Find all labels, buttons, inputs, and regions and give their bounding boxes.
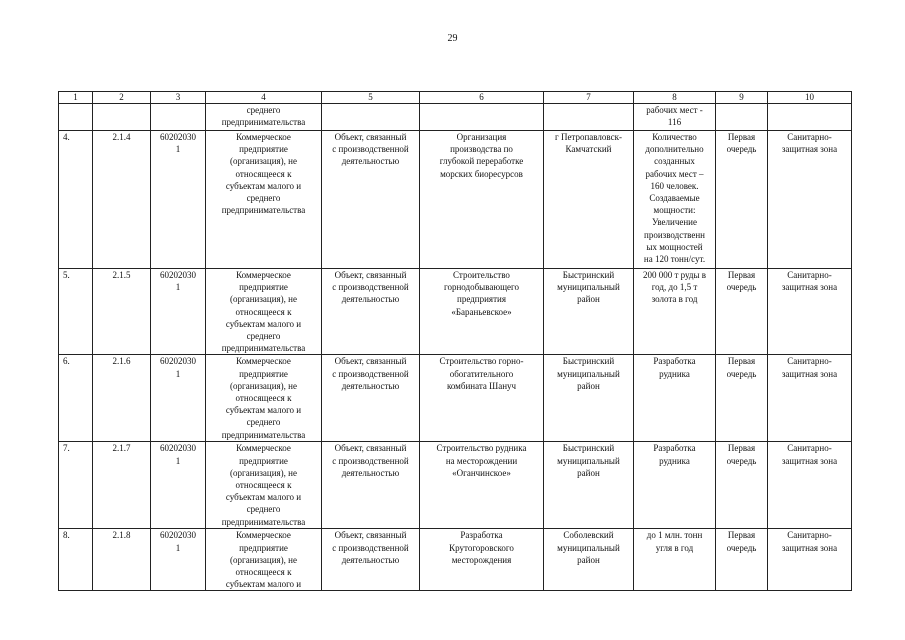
cell-stage: Первая очередь (716, 269, 768, 355)
cell-stage (716, 104, 768, 131)
cell-location: г Петропавловск- Камчатский (544, 131, 634, 269)
column-header: 1 (59, 92, 93, 104)
cell-enterprise-type: среднего предпринимательства (206, 104, 322, 131)
table-row (59, 442, 852, 529)
cell-characteristics: Количество дополнительно созданных рабочих мест – 160 человек. Создаваемые мощности: Увеличение производственн ых мощностей на 120 тонн/сут. (634, 131, 716, 269)
cell-number: 7. (59, 442, 93, 529)
cell-object-name: Строительство рудника на месторождении «Оганчинское» (420, 442, 544, 529)
cell-classifier: 60202030 1 (151, 131, 206, 269)
cell-code: 2.1.6 (93, 355, 151, 442)
cell-location: Быстринский муниципальный район (544, 355, 634, 442)
cell-object-type: Объект, связанный с производственной деятельностью (322, 355, 420, 442)
cell-location: Быстринский муниципальный район (544, 269, 634, 355)
column-header: 10 (768, 92, 852, 104)
cell-enterprise-type: Коммерческое предприятие (организация), не относящееся к субъектам малого и (206, 529, 322, 591)
cell-object-name: Строительство горнодобывающего предприятия «Бараньевское» (420, 269, 544, 355)
cell-object-name: Строительство горно- обогатительного комбината Шануч (420, 355, 544, 442)
cell-zone: Санитарно- защитная зона (768, 442, 852, 529)
table-row (59, 104, 852, 131)
table-row (59, 355, 852, 442)
cell-stage: Первая очередь (716, 442, 768, 529)
cell-zone: Санитарно- защитная зона (768, 355, 852, 442)
cell-classifier: 60202030 1 (151, 355, 206, 442)
column-header: 2 (93, 92, 151, 104)
column-header: 3 (151, 92, 206, 104)
cell-object-type (322, 104, 420, 131)
cell-code (93, 104, 151, 131)
cell-code: 2.1.5 (93, 269, 151, 355)
table-row (59, 131, 852, 269)
cell-location (544, 104, 634, 131)
cell-stage: Первая очередь (716, 131, 768, 269)
cell-code: 2.1.7 (93, 442, 151, 529)
cell-classifier: 60202030 1 (151, 529, 206, 591)
cell-characteristics: до 1 млн. тонн угля в год (634, 529, 716, 591)
cell-characteristics: Разработка рудника (634, 355, 716, 442)
cell-classifier: 60202030 1 (151, 442, 206, 529)
cell-classifier (151, 104, 206, 131)
column-header: 6 (420, 92, 544, 104)
header-row (59, 92, 852, 104)
cell-characteristics: рабочих мест - 116 (634, 104, 716, 131)
cell-characteristics: Разработка рудника (634, 442, 716, 529)
cell-object-name (420, 104, 544, 131)
cell-number: 4. (59, 131, 93, 269)
cell-zone (768, 104, 852, 131)
column-header: 5 (322, 92, 420, 104)
column-header: 7 (544, 92, 634, 104)
cell-number: 8. (59, 529, 93, 591)
cell-number: 6. (59, 355, 93, 442)
cell-code: 2.1.4 (93, 131, 151, 269)
cell-zone: Санитарно- защитная зона (768, 269, 852, 355)
objects-table (58, 91, 852, 591)
cell-zone: Санитарно- защитная зона (768, 131, 852, 269)
cell-classifier: 60202030 1 (151, 269, 206, 355)
cell-location: Соболевский муниципальный район (544, 529, 634, 591)
column-header: 4 (206, 92, 322, 104)
page-number: 29 (447, 33, 458, 44)
cell-characteristics: 200 000 т руды в год, до 1,5 т золота в год (634, 269, 716, 355)
cell-location: Быстринский муниципальный район (544, 442, 634, 529)
cell-object-name: Разработка Крутогоровского месторождения (420, 529, 544, 591)
cell-object-type: Объект, связанный с производственной деятельностью (322, 131, 420, 269)
cell-enterprise-type: Коммерческое предприятие (организация), не относящееся к субъектам малого и среднего предпринимательства (206, 269, 322, 355)
cell-enterprise-type: Коммерческое предприятие (организация), не относящееся к субъектам малого и среднего предпринимательства (206, 131, 322, 269)
cell-number (59, 104, 93, 131)
cell-enterprise-type: Коммерческое предприятие (организация), не относящееся к субъектам малого и среднего предпринимательства (206, 442, 322, 529)
cell-stage: Первая очередь (716, 529, 768, 591)
cell-enterprise-type: Коммерческое предприятие (организация), не относящееся к субъектам малого и среднего предпринимательства (206, 355, 322, 442)
table-row (59, 529, 852, 591)
cell-stage: Первая очередь (716, 355, 768, 442)
cell-zone: Санитарно- защитная зона (768, 529, 852, 591)
column-header: 8 (634, 92, 716, 104)
cell-object-type: Объект, связанный с производственной деятельностью (322, 529, 420, 591)
column-header: 9 (716, 92, 768, 104)
table-row (59, 269, 852, 355)
cell-object-type: Объект, связанный с производственной деятельностью (322, 269, 420, 355)
cell-object-type: Объект, связанный с производственной деятельностью (322, 442, 420, 529)
cell-object-name: Организация производства по глубокой переработке морских биоресурсов (420, 131, 544, 269)
cell-code: 2.1.8 (93, 529, 151, 591)
cell-number: 5. (59, 269, 93, 355)
